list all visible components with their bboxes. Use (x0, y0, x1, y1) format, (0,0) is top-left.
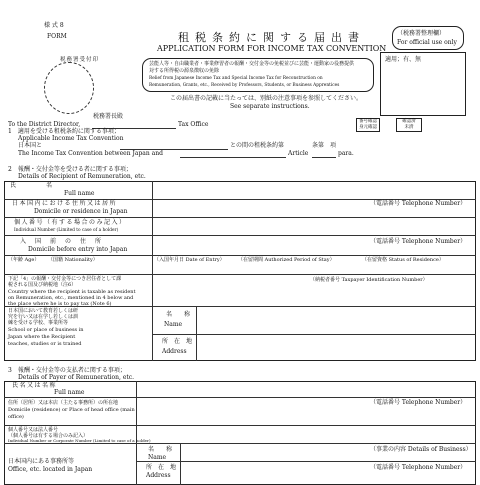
payer-office-en: Office, etc. located in Japan (8, 466, 93, 473)
section3-heading-ja: 3 報酬・交付金等の支払者に関する事項； (8, 367, 126, 374)
section3-heading-en: Details of Payer of Remuneration, etc. (18, 374, 135, 381)
director-ja: 税務署長殿 (93, 113, 124, 120)
recipient-domicile-ja: 日本国内における住所又は居所 (12, 200, 118, 207)
school-ja-1: 日本国において教育若しくは研 (8, 308, 79, 314)
recipient-domicile-en: Domicile or residence in Japan (34, 208, 128, 215)
payer-domicile-ja: 住所（居所）又は本店（主たる事務所）の所在地 (8, 400, 119, 406)
check-label-4: 未済 (404, 125, 414, 130)
payer-id-ja-1: 個人番号又は法人番号 (8, 427, 59, 433)
section1-line1: 日本国と (18, 142, 43, 149)
payer-id-en: Individual Number or Corporate Number (Limited to case of a holder) (8, 438, 151, 443)
country-en-1: Country where the recipient is taxable as resident (8, 289, 136, 295)
school-name-ja: 名 称 (166, 311, 191, 318)
payer-office-addr-field[interactable] (182, 462, 362, 484)
check-label-3: 確認済 (402, 119, 416, 124)
country-en-2: on Remuneration, etc., mentioned in 4 below and (8, 295, 134, 301)
recipient-id-en: Individual Number (Limited to case of a holder) (14, 228, 119, 233)
section1-heading-ja: 1 適用を受ける租税条約に関する事項； (8, 128, 120, 135)
school-ja-2: 究を行い又は在学し若しくは訓 (8, 314, 79, 320)
check-box-1 (356, 118, 380, 132)
instructions-en: See separate instructions. (230, 103, 310, 110)
country-field[interactable] (154, 276, 304, 304)
section1-heading-en: Applicable Income Tax Convention (18, 135, 124, 142)
payer-name-ja: 氏名又は名称 (12, 382, 58, 389)
section1-line1-end: 条第 項 (312, 142, 337, 149)
payer-name-field[interactable] (138, 382, 474, 396)
payer-id-field[interactable] (138, 426, 474, 442)
form-number-ja: 様 式 8 (44, 22, 64, 29)
recipient-entry-phone: （電話番号 Telephone Number） (370, 238, 467, 245)
official-use-ja: （税務署整理欄） (397, 30, 446, 37)
school-ja-3: 練を受ける学校、事業所等 (8, 320, 69, 326)
recipient-name-label-ja: 氏 名 (10, 182, 53, 189)
payer-office-name-ja: 名 称 (148, 446, 173, 453)
payer-domicile-en-1: Domicile (residence) or Place of head office (main (8, 407, 135, 413)
payer-name-en: Full name (54, 389, 85, 396)
official-use-box (392, 26, 464, 50)
payer-office-addr-en: Address (146, 472, 171, 479)
applied-box (380, 52, 466, 116)
nationality-label: （国籍 Nationality） (48, 257, 98, 263)
section1-article: Article (288, 150, 309, 157)
taxpayer-id-label: （納税者番号 Taxpayer Identification Number） (310, 277, 428, 283)
country-ja-2: 税される国及び納税地（注6） (8, 282, 77, 288)
school-en-2: Japan where the Recipient (8, 334, 76, 340)
status-label: （在留資格 Status of Residence） (362, 257, 444, 263)
official-use-en: For official use only (397, 39, 457, 46)
applied-label: 適用；有、無 (385, 56, 422, 63)
payer-domicile-phone: （電話番号 Telephone Number） (370, 399, 467, 406)
country-en-3: the place where he is to pay tax (Note 6) (8, 301, 112, 307)
section1-line1-mid: との間の租税条約第 (230, 142, 285, 149)
recipient-domicile-field[interactable] (154, 200, 354, 216)
school-addr-field[interactable] (198, 336, 474, 360)
payer-office-phone: （電話番号 Telephone Number） (370, 464, 467, 471)
check-label-2: 身元確認 (359, 125, 377, 130)
section1-para: para. (338, 150, 354, 157)
payer-domicile-field[interactable] (138, 398, 358, 424)
recipient-id-ja: 個人番号（有する場合のみ記入） (14, 219, 127, 226)
instructions-ja: この届出書の記載に当たっては、別紙の注意事項を参照してください。 (170, 95, 363, 102)
payer-id-ja-2: （個人番号は有する場合のみ記入） (8, 433, 89, 439)
school-en-3: teaches, studies or is trained (8, 341, 82, 347)
payer-office-addr-ja: 所 在 地 (146, 464, 177, 471)
payer-domicile-en-2: office) (8, 414, 24, 420)
country-ja-1: 下記「4」の報酬・交付金等につき居住者として課 (8, 276, 122, 282)
recipient-name-label-en: Full name (64, 190, 95, 197)
stamp-label: 税務署受付印 (60, 57, 100, 63)
school-name-field[interactable] (198, 308, 474, 332)
section2-heading-ja: 2 報酬・交付金等を受ける者に関する事項； (8, 166, 132, 173)
title-ja: 租税条約に関する届出書 (178, 31, 365, 44)
school-name-en: Name (164, 321, 183, 328)
check-label-1: 番号確認 (359, 119, 377, 124)
section2-heading-en: Details of Recipient of Remuneration, etc. (18, 173, 146, 180)
payer-office-name-field[interactable] (182, 444, 362, 460)
age-label: （年齢 Age） (8, 257, 40, 263)
school-addr-en: Address (162, 348, 187, 355)
section1-line2[interactable]: The Income Tax Convention between Japan and (18, 150, 163, 157)
recipient-name-field[interactable] (154, 182, 474, 198)
notice-ja-2: 対する所得税の源泉徴収の免除 (149, 68, 220, 74)
director-en: To the District Director, (8, 121, 81, 128)
recipient-entry-field[interactable] (154, 236, 354, 254)
title-en: APPLICATION FORM FOR INCOME TAX CONVENTION (157, 44, 387, 53)
tax-office-label: Tax Office (178, 121, 209, 128)
payer-office-name-en: Name (148, 454, 167, 461)
school-addr-ja: 所 在 地 (162, 338, 193, 345)
check-box-2 (396, 118, 422, 132)
notice-en-1: Relief from Japanese Income Tax and Special Income Tax for Reconstruction on (149, 76, 323, 81)
notice-en-2: Remuneration, Grants, etc., Received by Professors, Students, or Business Apprentices (149, 83, 340, 88)
recipient-id-field[interactable] (154, 218, 474, 234)
recipient-entry-ja: 入 国 前 の 住 所 (20, 238, 103, 245)
receipt-stamp-area (44, 62, 94, 114)
form-number-en: FORM (47, 33, 67, 40)
recipient-entry-en: Domicile before entry into Japan (28, 246, 128, 253)
notice-box (142, 58, 374, 92)
school-en-1: School or place of business in (8, 327, 84, 333)
entry-date-label: （入国年月日 Date of Entry） (154, 257, 225, 263)
notice-ja-1: 芸能人等・自由職業者・事業修習者の報酬・交付金等の免税並びに芸能・運動家の役務提供 (149, 61, 355, 67)
stay-label: （在留期間 Authorized Period of Stay） (238, 257, 335, 263)
payer-office-ja: 日本国内にある事務所等 (8, 458, 75, 465)
business-desc-label: （事業の内容 Details of Business） (370, 446, 472, 453)
recipient-domicile-phone: （電話番号 Telephone Number） (370, 200, 467, 207)
